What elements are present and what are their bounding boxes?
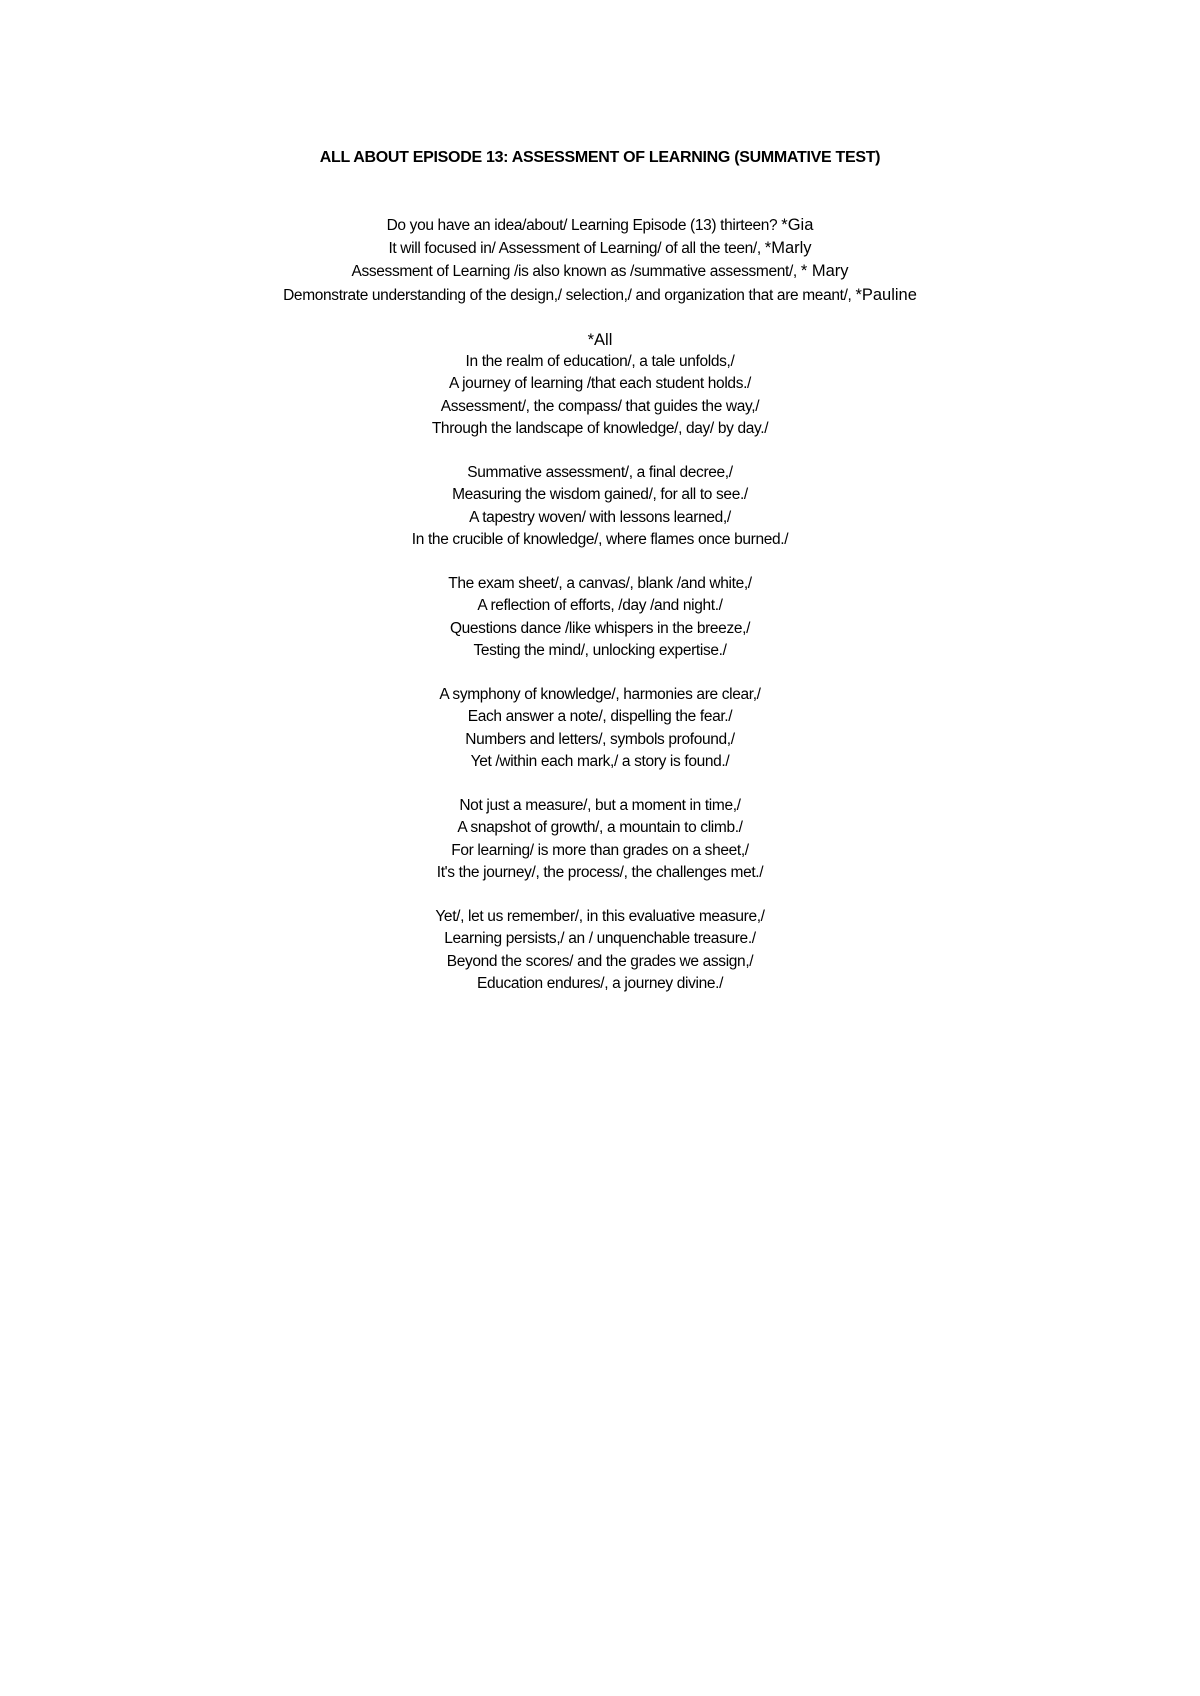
poem-line: Each answer a note/, dispelling the fear./	[467, 708, 733, 726]
intro-block	[0, 214, 1200, 307]
poem-line: Yet /within each mark,/ a story is found./	[470, 752, 730, 770]
intro-line	[0, 214, 1200, 237]
poem-line: A reflection of efforts, /day /and night./	[477, 597, 723, 615]
poem-line: The exam sheet/, a canvas/, blank /and white,/	[448, 575, 752, 593]
stanza	[0, 684, 1200, 773]
poem-line: It's the journey/, the process/, the challenges met./	[436, 863, 764, 881]
poem-line: Testing the mind/, unlocking expertise./	[473, 641, 727, 659]
poem-line: A snapshot of growth/, a mountain to climb./	[457, 819, 743, 837]
poem-line: A journey of learning /that each student holds./	[448, 375, 752, 393]
poem-line: Numbers and letters/, symbols profound,/	[465, 730, 735, 748]
intro-line-text: Assessment of Learning /is also known as /summative assessment/,	[351, 263, 801, 281]
stanza	[0, 906, 1200, 995]
blank-line	[0, 440, 1200, 462]
poem-line: Education endures/, a journey divine./	[476, 974, 724, 992]
blank-line	[0, 773, 1200, 795]
poem-line: Measuring the wisdom gained/, for all to see./	[452, 486, 748, 504]
speaker-tag: *Marly	[764, 239, 812, 258]
intro-line-text: Demonstrate understanding of the design,/ selection,/ and organization that are meant/,	[283, 286, 856, 304]
blank-line	[0, 884, 1200, 906]
poem-line: Not just a measure/, but a moment in time,/	[459, 797, 741, 815]
poem-line: A tapestry woven/ with lessons learned,/	[469, 508, 731, 526]
speaker-tag: *Gia	[781, 216, 814, 234]
blank-line	[0, 551, 1200, 573]
intro-line	[0, 237, 1200, 260]
intro-line	[0, 260, 1200, 283]
poem-line: In the realm of education/, a tale unfolds,/	[465, 353, 735, 371]
stanza	[0, 795, 1200, 884]
stanza	[0, 462, 1200, 551]
poem-line: Questions dance /like whispers in the breeze,/	[449, 619, 751, 637]
poem-line: Beyond the scores/ and the grades we assign,/	[446, 952, 754, 970]
poem-line: In the crucible of knowledge/, where flames once burned./	[411, 530, 789, 548]
intro-line-text: It will focused in/ Assessment of Learning/ of all the teen/,	[388, 240, 765, 258]
intro-line-text: Do you have an idea/about/ Learning Episode (13) thirteen?	[386, 217, 782, 234]
blank-line	[0, 307, 1200, 329]
document-title: ALL ABOUT EPISODE 13: ASSESSMENT OF LEARNING (SUMMATIVE TEST)	[319, 149, 881, 166]
stanza	[0, 573, 1200, 662]
poem-line: Through the landscape of knowledge/, day/ by day./	[431, 419, 769, 437]
stanza	[0, 351, 1200, 440]
poem-line: Assessment/, the compass/ that guides the way,/	[440, 397, 760, 415]
poem-line: A symphony of knowledge/, harmonies are clear,/	[439, 686, 761, 704]
speaker-tag: * Mary	[800, 262, 849, 281]
document-body	[0, 214, 1200, 995]
poem-line: For learning/ is more than grades on a sheet,/	[451, 841, 749, 859]
chorus-label: *All	[587, 331, 613, 349]
intro-line	[0, 284, 1200, 307]
blank-line	[0, 662, 1200, 684]
poem-line: Learning persists,/ an / unquenchable treasure./	[444, 930, 756, 948]
speaker-tag: *Pauline	[855, 285, 917, 304]
poem-line: Yet/, let us remember/, in this evaluative measure,/	[435, 908, 765, 926]
poem-line: Summative assessment/, a final decree,/	[467, 464, 733, 482]
